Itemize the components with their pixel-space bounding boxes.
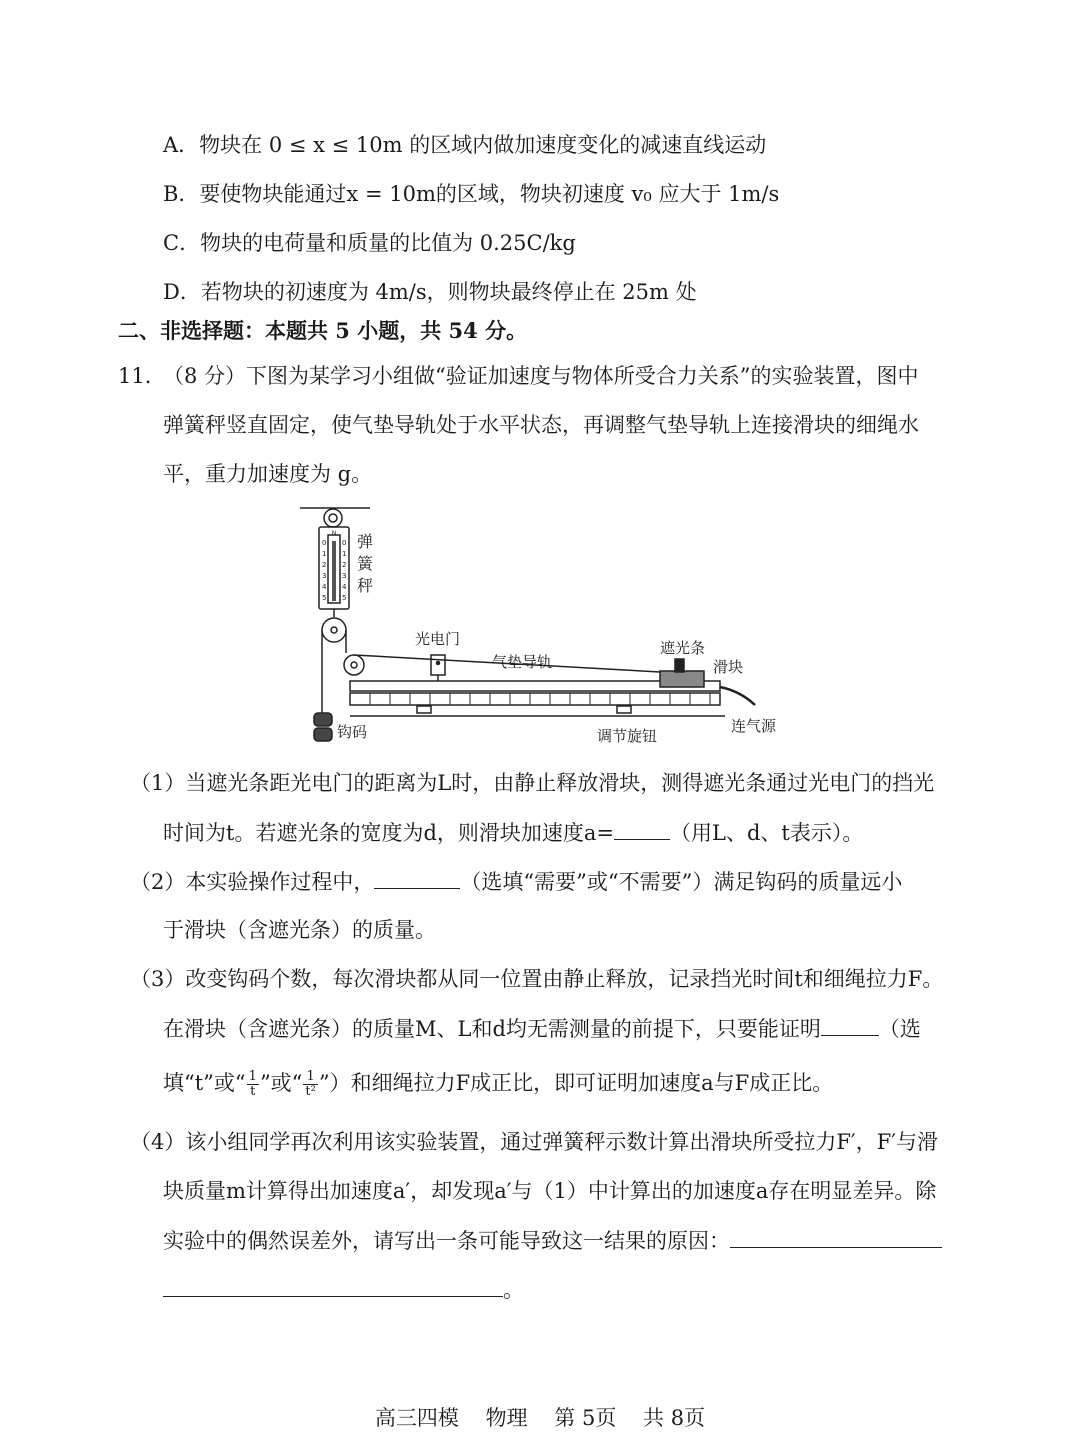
hook-weights (314, 713, 332, 741)
adjust-knob-left (417, 706, 431, 713)
part-2-text-a: （2）本实验操作过程中， (130, 870, 375, 894)
scale-mark: 5 (342, 594, 347, 602)
footer-page: 第 5页 (554, 1406, 617, 1430)
part-1-answer-blank[interactable] (614, 817, 670, 840)
part-4-line-1: （4）该小组同学再次利用该实验装置，通过弹簧秤示数计算出滑块所受拉力F′，F′与滑 (130, 1130, 939, 1154)
scale-mark: 4 (342, 583, 347, 591)
adjust-knob-right (617, 706, 631, 713)
scale-mark: 1 (322, 550, 327, 558)
svg-text:弹: 弹 (357, 532, 374, 551)
part-4-period: 。 (503, 1278, 524, 1302)
part-4-line-3 (163, 1225, 942, 1256)
slider (660, 671, 704, 687)
hook-weights-label: 钩码 (337, 723, 368, 741)
movable-pulley (322, 618, 346, 642)
question-stem-line-1: （8 分）下图为某学习小组做“验证加速度与物体所受合力关系”的实验装置，图中 (163, 364, 919, 388)
part-4-answer-blank-1[interactable] (730, 1225, 942, 1248)
air-hose (720, 687, 755, 705)
part-3-text-d: ”或“ (259, 1071, 303, 1095)
scale-mark: 2 (342, 561, 347, 569)
svg-text:秤: 秤 (357, 576, 374, 595)
part-3-text-a: 在滑块（含遮光条）的质量M、L和d均无需测量的前提下，只要能证明 (163, 1017, 821, 1041)
experiment-apparatus-figure (295, 505, 795, 750)
option-a: A．物块在 0 ≤ x ≤ 10m 的区域内做加速度变化的减速直线运动 (163, 133, 767, 157)
scale-unit-label: N (331, 530, 337, 537)
part-1-line-2 (163, 817, 863, 848)
fraction-one-over-t-squared: $\frac{1}{\text{t²}}$ (305, 1069, 316, 1099)
svg-text:簧: 簧 (357, 554, 374, 573)
part-3-line-2 (163, 1013, 921, 1044)
spring-scale-label (357, 532, 374, 595)
scale-mark: 3 (342, 572, 347, 580)
hook-ring (324, 509, 342, 527)
slider-label: 滑块 (713, 658, 744, 676)
air-track-label: 气垫导轨 (492, 653, 553, 671)
part-2-line-1 (130, 866, 902, 897)
part-3-text-e: ”）和细绳拉力F成正比，即可证明加速度a与F成正比。 (318, 1071, 834, 1095)
scale-mark: 5 (322, 594, 327, 602)
adjust-knob-label: 调节旋钮 (597, 727, 658, 745)
question-stem-line-2: 弹簧秤竖直固定，使气垫导轨处于水平状态，再调整气垫导轨上连接滑块的细绳水 (163, 413, 919, 437)
spring-scale (319, 527, 349, 617)
footer-subject: 物理 (485, 1406, 528, 1430)
option-b: B．要使物块能通过x = 10m的区域，物块初速度 v₀ 应大于 1m/s (163, 182, 780, 206)
photogate-label: 光电门 (415, 630, 461, 648)
part-4-answer-blank-2[interactable] (163, 1274, 503, 1297)
track-pulley (344, 655, 364, 675)
part-4-line-2: 块质量m计算得出加速度a′，却发现a′与（1）中计算出的加速度a存在明显差异。除 (163, 1179, 937, 1203)
page-footer (0, 1402, 1080, 1432)
shade-strip-label: 遮光条 (660, 639, 706, 657)
part-3-line-3 (163, 1068, 833, 1099)
part-2-line-2: 于滑块（含遮光条）的质量。 (163, 918, 436, 942)
scale-mark: 0 (322, 539, 327, 547)
part-1-text-b: （用L、d、t表示）。 (670, 821, 864, 845)
option-d: D．若物块的初速度为 4m/s，则物块最终停止在 25m 处 (163, 280, 697, 304)
scale-mark: 3 (322, 572, 327, 580)
footer-exam: 高三四模 (374, 1406, 459, 1430)
part-3-text-b: （选 (878, 1017, 921, 1041)
part-3-line-1: （3）改变钩码个数，每次滑块都从同一位置由静止释放，记录挡光时间t和细绳拉力F。 (130, 967, 944, 991)
part-2-answer-blank[interactable] (374, 866, 460, 889)
air-source-label: 连气源 (731, 717, 777, 735)
scale-mark: 1 (342, 550, 347, 558)
option-c: C．物块的电荷量和质量的比值为 0.25C/kg (163, 231, 576, 255)
scale-mark: 2 (322, 561, 327, 569)
part-1-line-1: （1）当遮光条距光电门的距离为L时，由静止释放滑块，测得遮光条通过光电门的挡光 (130, 771, 935, 795)
part-3-text-c: 填“t”或“ (163, 1071, 246, 1095)
scale-mark: 0 (342, 539, 347, 547)
fraction-one-over-t: $\frac{1}{t}$ (248, 1069, 257, 1099)
question-number: 11. (118, 364, 152, 388)
part-4-text-a: 实验中的偶然误差外，请写出一条可能导致这一结果的原因： (163, 1229, 730, 1253)
scale-mark: 4 (322, 583, 327, 591)
part-2-text-b: （选填“需要”或“不需要”）满足钩码的质量远小 (460, 870, 903, 894)
footer-total: 共 8页 (643, 1406, 706, 1430)
question-stem-line-3: 平，重力加速度为 g。 (163, 462, 373, 486)
section-heading: 二、非选择题：本题共 5 小题，共 54 分。 (118, 318, 528, 343)
part-4-line-4 (163, 1274, 524, 1305)
part-1-text-a: 时间为t。若遮光条的宽度为d，则滑块加速度a= (163, 821, 614, 845)
shade-strip (675, 659, 684, 672)
part-3-answer-blank[interactable] (821, 1013, 879, 1036)
